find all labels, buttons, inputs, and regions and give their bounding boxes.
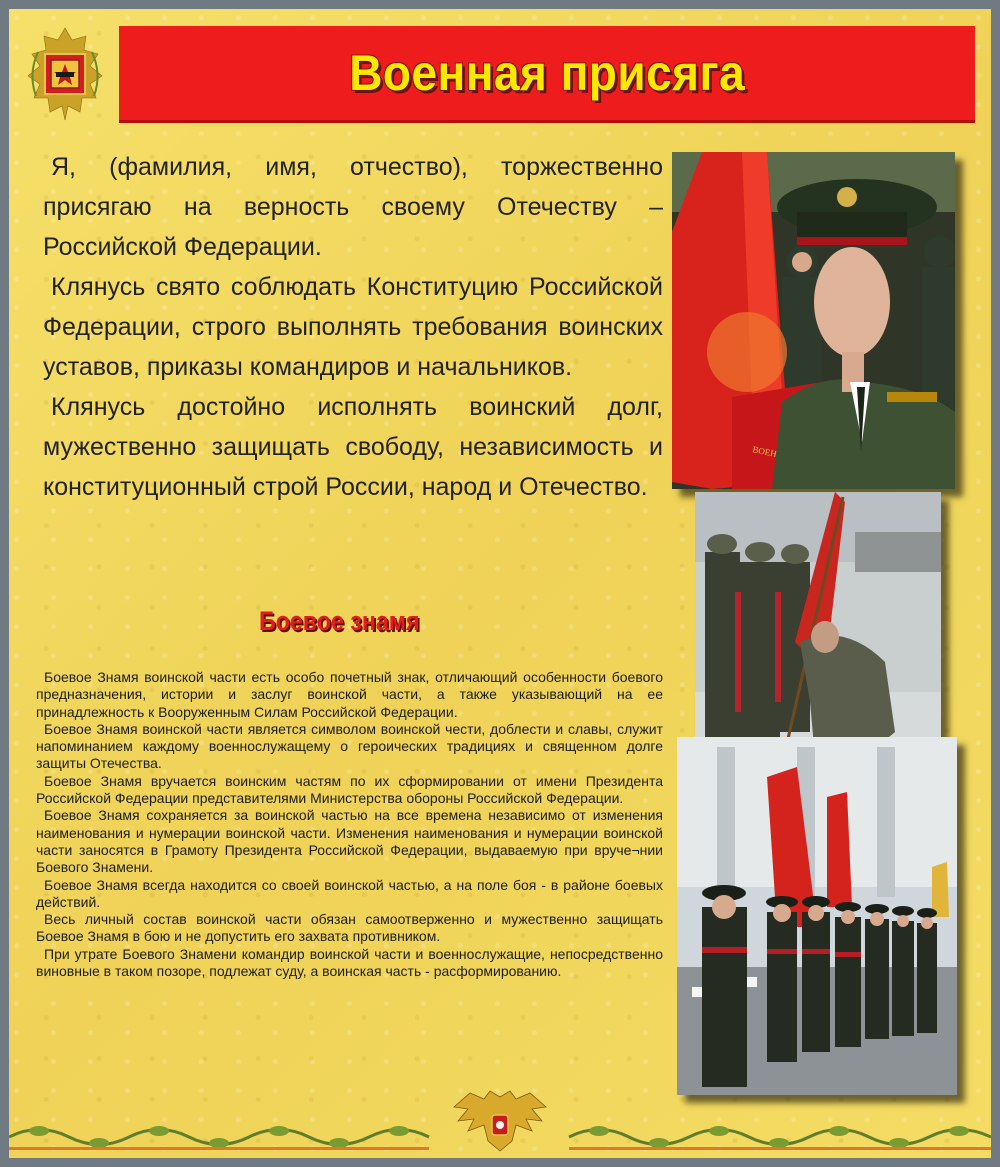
photo-soldier-oath	[672, 152, 955, 489]
flag-paragraph: Боевое Знамя сохраняется за воинской частью на все времена независимо от изменения наименования и нумерации воинской части. Изменения наименования и нумерации воинской части заносятся в Грамоту Президента Российской Федерации, выдаваемую при вруче¬нии Боевого Знамени.	[36, 807, 663, 876]
oath-paragraph: Клянусь достойно исполнять воинский долг, мужественно защищать свободу, независимость и конституционный строй России, народ и Отечество.	[43, 393, 663, 501]
poster	[9, 9, 991, 1158]
military-emblem-icon	[22, 26, 108, 122]
battle-flag-text	[36, 669, 663, 980]
oath-paragraph: Клянусь свято соблюдать Конституцию Российской Федерации, строго выполнять требования воинских уставов, приказы командиров и начальников.	[43, 273, 663, 381]
photo-flag-kneeling	[695, 492, 941, 765]
photo-parade-march	[677, 737, 957, 1095]
flag-paragraph: Боевое Знамя воинской части есть особо почетный знак, отличающий особенности боевого предназначения, истории и заслуг воинской части, а также указывающий на ее принадлежность к Вооруженным Силам Российской Федерации.	[36, 669, 663, 720]
flag-paragraph: Боевое Знамя вручается воинским частям по их сформировании от имени Президента Российской Федерации представителями Министерства обороны Российской Федерации.	[36, 772, 663, 807]
flag-paragraph: Боевое Знамя воинской части является символом воинской чести, доблести и славы, служит напоминанием каждому военнослужащему о героических традициях и священном долге защиты Отечества.	[36, 720, 663, 772]
flag-paragraph: При утрате Боевого Знамени командир воинской части и военнослужащие, непосредственно виновные в таком позоре, подлежат суду, а воинская часть - расформированию.	[36, 945, 663, 980]
double-headed-eagle-icon	[450, 1087, 550, 1158]
flag-paragraph: Боевое Знамя всегда находится со своей воинской частью, а на поле боя - в районе боевых действий.	[36, 876, 663, 910]
section-title: Боевое знамя	[259, 606, 420, 636]
book-title: ВОЕННАЯ	[751, 444, 797, 464]
page-title: Военная присяга	[349, 45, 745, 101]
oath-text	[43, 147, 663, 507]
flag-paragraph: Весь личный состав воинской части обязан самоотверженно и мужественно защищать Боевое Знамя в бою и не допустить его захвата противником.	[36, 911, 663, 945]
oath-paragraph: Я, (фамилия, имя, отчество), торжественно присягаю на верность своему Отечеству – Российской Федерации.	[43, 153, 663, 261]
title-banner	[119, 26, 975, 123]
